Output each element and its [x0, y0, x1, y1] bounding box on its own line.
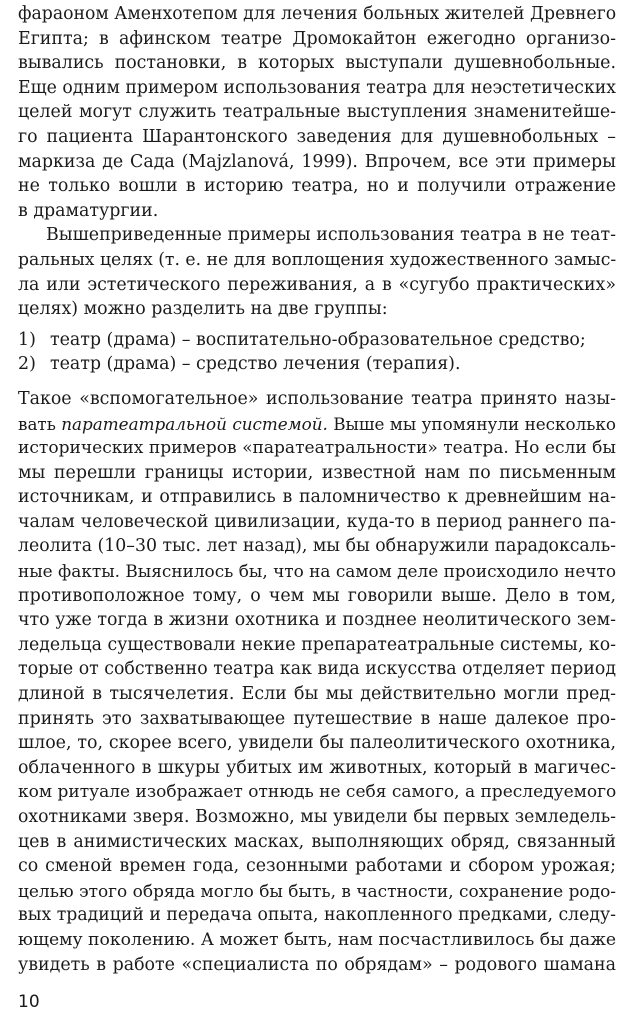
text-line: вывались постановки, в которых выступали душевнобольные.: [18, 53, 616, 74]
list-item-number: 2): [18, 354, 36, 375]
italic-term: паратеатральной системой.: [61, 413, 328, 434]
text-line: целях) можно разделить на две группы:: [18, 299, 388, 320]
text-line: цев в анимистических масках, выполняющих обряд, связанный: [18, 831, 616, 852]
text-line: ющему поколению. А может быть, нам посчастливилось бы даже: [18, 929, 617, 950]
page-body: [18, 2, 616, 977]
text-line-with-term: [18, 412, 616, 437]
text-line: торые от собственно театра как вида искусства отделяет период: [18, 659, 616, 680]
text-line: ком ритуале изображает отнюдь не себя самого, а преследуемого: [18, 782, 617, 803]
list-item-text: театр (драма) – воспитательно-образовательное средство;: [50, 329, 586, 350]
text-line: исторических примеров «паратеатральности» театра. Но если бы: [18, 438, 616, 459]
text-line: Вышеприведенные примеры использования театра в не теат-: [46, 225, 616, 246]
text-line: мы перешли границы истории, известной нам по письменным: [18, 462, 616, 483]
list-item-number: 1): [18, 329, 36, 350]
text-line: увидеть в работе «специалиста по обрядам» – родового шамана: [18, 954, 616, 975]
text-line: охотниками зверя. Возможно, мы увидели бы первых земледель-: [18, 807, 616, 827]
text-line: источникам, и отправились в паломничество к древнейшим на-: [18, 487, 616, 508]
text-line: Египта; в афинском театре Дромокайтон ежегодно организо-: [18, 28, 616, 49]
text-line: целью этого обряда могло бы быть, в частности, сохранение родо-: [18, 880, 616, 901]
text-line: длиной в тысячелетия. Если бы мы действительно могли пред-: [18, 684, 616, 705]
numbered-list: [18, 328, 616, 377]
text-line: фараоном Аменхотепом для лечения больных жителей Древнего: [18, 4, 617, 24]
text-line: что уже тогда в жизни охотника и позднее неолитического зем-: [18, 610, 616, 631]
text-line: в драматургии.: [18, 200, 159, 221]
text-line: ные факты. Выяснилось бы, что на самом деле происходило нечто: [18, 561, 616, 582]
text-line: ральных целях (т. е. не для воплощения художественного замыс-: [18, 249, 617, 270]
paragraph-3: [18, 387, 616, 977]
text-line: целей могут служить театральные выступления знаменитейше-: [18, 102, 616, 123]
list-item-text: театр (драма) – средство лечения (терапия).: [50, 354, 461, 375]
text-line: вых традиций и передача опыта, накопленного предками, следу-: [18, 905, 616, 926]
text-fragment: Выше мы упомянули несколько: [327, 413, 616, 434]
text-line: Еще одним примером использования театра для неэстетических: [18, 77, 616, 98]
text-line: облаченного в шкуры убитых им животных, который в магичес-: [18, 757, 616, 778]
text-line: чалам человеческой цивилизации, куда-то в период раннего па-: [18, 511, 616, 532]
text-fragment: вать: [18, 413, 62, 434]
page-number: 10: [18, 992, 40, 1012]
text-line: Такое «вспомогательное» использование театра принято назы-: [18, 388, 616, 409]
text-line: со сменой времен года, сезонными работами и сбором урожая;: [18, 856, 616, 877]
text-line: шлое, то, скорее всего, увидели бы палеолитического охотника,: [18, 733, 616, 754]
list-item: [18, 352, 616, 377]
text-line: не только вошли в историю театра, но и получили отражение: [18, 176, 616, 197]
text-line: леолита (10–30 тыс. лет назад), мы бы обнаружили парадоксаль-: [18, 536, 616, 557]
paragraph-1: [18, 2, 616, 223]
text-line: ледельца существовали некие препаратеатральные системы, ко-: [18, 634, 616, 655]
text-line: маркиза де Сада (Majzlanová, 1999). Впрочем, все эти примеры: [18, 151, 616, 172]
paragraph-2: [18, 223, 616, 321]
text-line: противоположное тому, о чем мы говорили выше. Дело в том,: [18, 585, 616, 606]
text-line: ла или эстетического переживания, а в «сугубо практических»: [18, 274, 616, 295]
list-item: [18, 328, 616, 353]
text-line: принять это захватывающее путешествие в наше далекое про-: [18, 708, 616, 729]
text-line: го пациента Шарантонского заведения для душевнобольных –: [18, 126, 616, 147]
